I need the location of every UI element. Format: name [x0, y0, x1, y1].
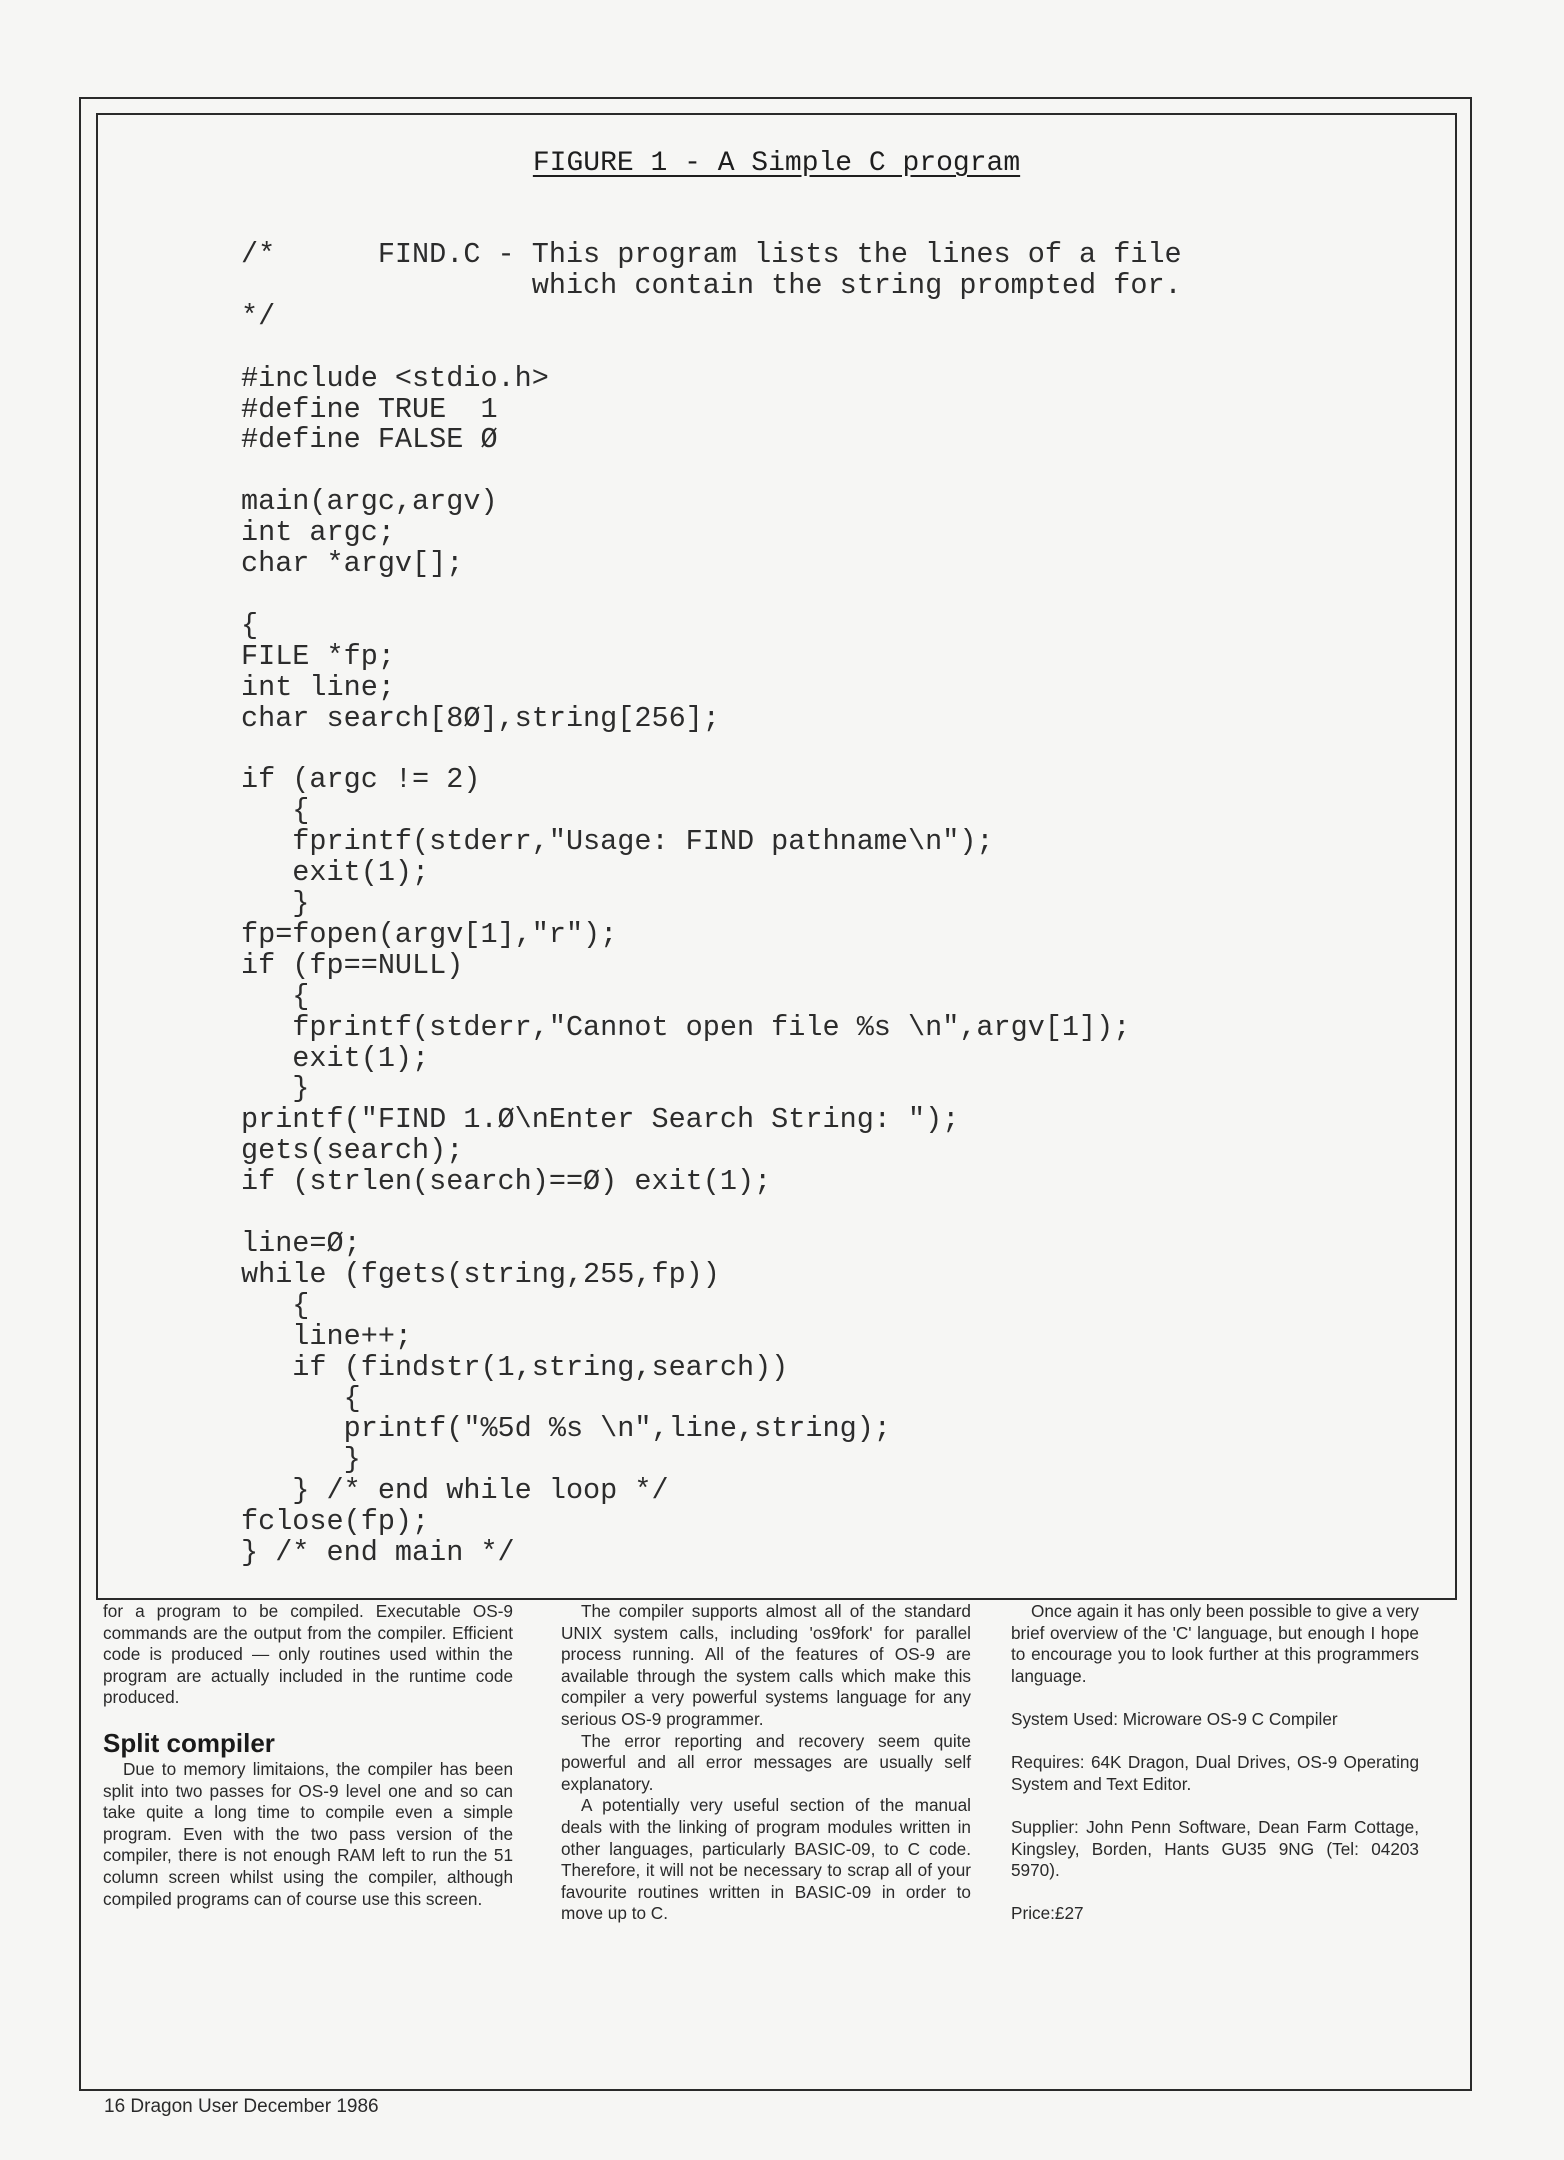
col1-paragraph-2: Due to memory limitaions, the compiler has been split into two passes for OS-9 level one and so can take quite a long time to compile even a simple program. Even with the two pass version of the compiler, there is not enough RAM left to run the 51 column screen whilst using the compiler, although compiled programs can of course use this screen. [103, 1758, 513, 1909]
section-heading: Split compiler [103, 1727, 275, 1758]
article-column-2 [561, 1601, 971, 1925]
col3-paragraph-1: Once again it has only been possible to give a very brief overview of the 'C' language, but enough I hope to encourage you to look further at this programmers language. [1011, 1601, 1419, 1686]
col2-paragraph-3: A potentially very useful section of the manual deals with the linking of program modules written in other languages, particularly BASIC-09, to C code. Therefore, it will not be necessary to scrap all of your favourite routines written in BASIC-09 in order to move up to C. [561, 1795, 971, 1924]
page-footer: 16 Dragon User December 1986 [104, 2096, 379, 2117]
code-listing: /* FIND.C - This program lists the lines of a file which contain the string prompted for. */ #include <stdio.h> #define TRUE 1 #define FALSE Ø main(argc,argv) int argc; char *argv[]; { FILE *fp; int line; char search[8Ø],string[256]; if (argc != 2) { fprintf(stderr,"Usage: FIND pathname\n"); exit(1); } fp=fopen(argv[1],"r"); if (fp==NULL) { fprintf(stderr,"Cannot open file %s \n",argv[1]); exit(1); } printf("FIND 1.Ø\nEnter Search String: "); gets(search); if (strlen(search)==Ø) exit(1); line=Ø; while (fgets(string,255,fp)) { line++; if (findstr(1,string,search)) { printf("%5d %s \n",line,string); } } /* end while loop */ fclose(fp); } /* end main */ [241, 238, 1182, 1570]
figure-title: FIGURE 1 - A Simple C program [532, 148, 1021, 179]
col2-paragraph-2: The error reporting and recovery seem quite powerful and all error messages are usually self explanatory. [561, 1730, 971, 1794]
price: Price:£27 [1011, 1903, 1084, 1924]
col2-paragraph-1: The compiler supports almost all of the standard UNIX system calls, including 'os9fork' for parallel process running. All of the features of OS-9 are available through the system calls which make this compiler a very powerful systems language for any serious OS-9 programmer. [561, 1601, 971, 1729]
article-column-1 [103, 1601, 513, 1910]
requirements: Requires: 64K Dragon, Dual Drives, OS-9 Operating System and Text Editor. [1011, 1752, 1419, 1794]
article-column-3 [1011, 1601, 1419, 1925]
figure-box [96, 113, 1457, 1600]
system-used: System Used: Microware OS-9 C Compiler [1011, 1708, 1338, 1729]
col1-paragraph-1: for a program to be compiled. Executable OS-9 commands are the output from the compiler. Efficient code is produced — only routines used within the program are actually included in the runtime code produced. [103, 1601, 513, 1708]
supplier: Supplier: John Penn Software, Dean Farm Cottage, Kingsley, Borden, Hants GU35 9NG (Tel: 04203 5970). [1011, 1816, 1419, 1881]
